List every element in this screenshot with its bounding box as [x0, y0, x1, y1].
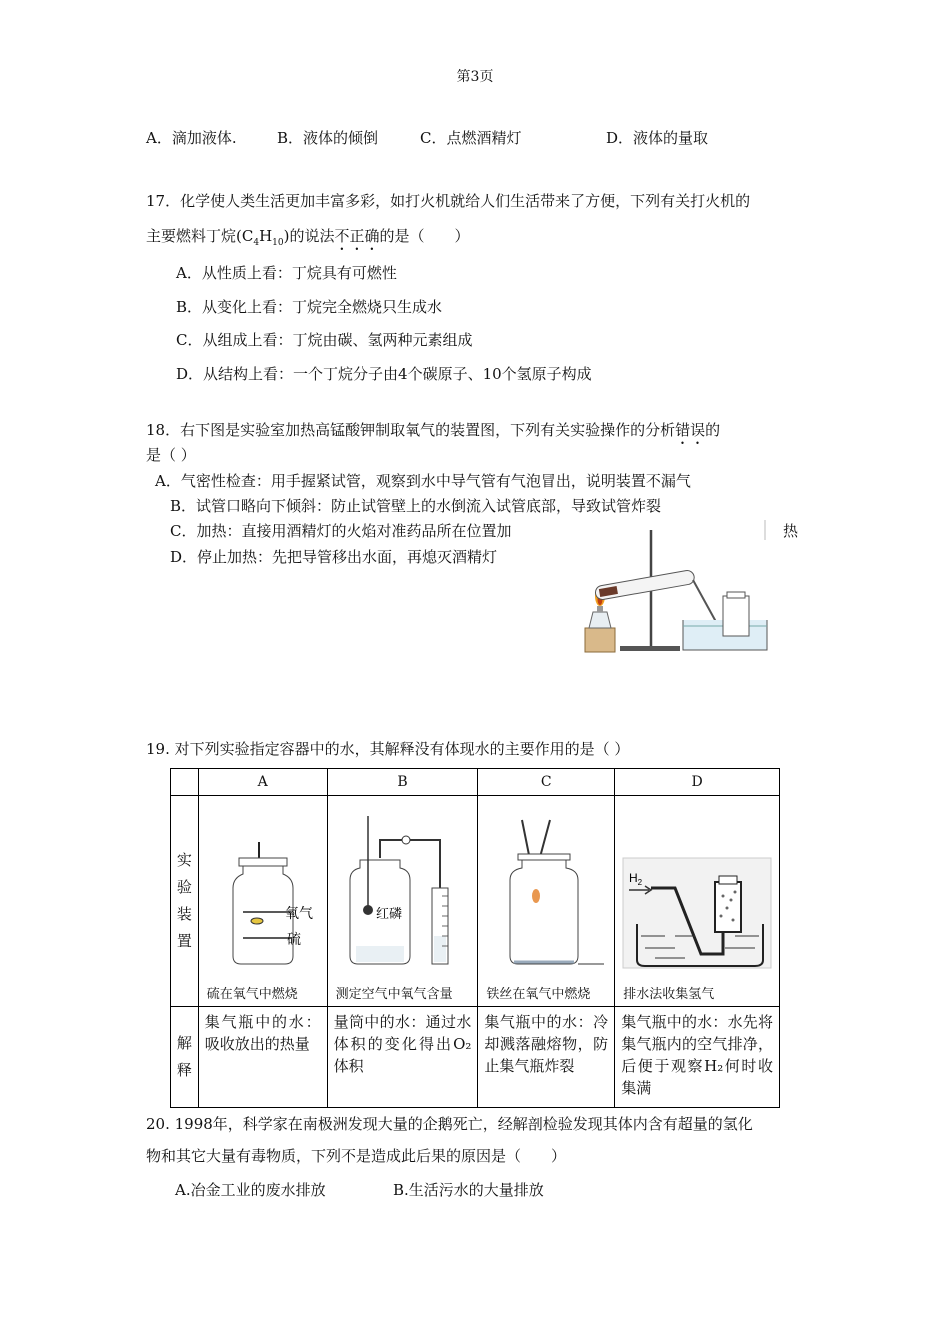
q18-option-a: A．气密性检查：用手握紧试管，观察到水中导气管有气泡冒出，说明装置不漏气 [155, 472, 691, 490]
caption-c: 铁丝在氧气中燃烧 [486, 987, 591, 1002]
header-d: D [615, 769, 780, 796]
q19-table [170, 768, 780, 1108]
q18-option-b: B．试管口略向下倾斜：防止试管壁上的水倒流入试管底部，导致试管炸裂 [170, 497, 662, 515]
explanation-b: 量筒中的水：通过水体积的变化得出O₂体积 [327, 1007, 478, 1108]
row-label-explanation: 解释 [171, 1007, 199, 1108]
svg-text:氧气: 氧气 [284, 905, 313, 921]
header-corner [171, 769, 199, 796]
hydrogen-collection-figure [615, 796, 777, 976]
explanation-c: 集气瓶中的水：冷却溅落融熔物，防止集气瓶炸裂 [478, 1007, 615, 1108]
q18-option-c-end: 热 [783, 522, 799, 540]
row-label-apparatus: 实验装置 [171, 796, 199, 1007]
q17-stem-line2: 主要燃料丁烷$(C_4H_{10})$的说法不正确的是（ ） [146, 227, 470, 248]
q18-apparatus-figure [575, 520, 770, 660]
explanation-a: 集气瓶中的水：吸收放出的热量 [198, 1007, 327, 1108]
q16-option-a: A．滴加液体. [146, 129, 237, 147]
q17-emphasis: 不正确 [334, 227, 380, 245]
q17-option-d: D．从结构上看：一个丁烷分子由4个碳原子、10个氢原子构成 [176, 365, 592, 383]
q18-stem-line1: 18．右下图是实验室加热高锰酸钾制取氧气的装置图，下列有关实验操作的分析错误的 [146, 421, 721, 439]
q16-option-c: C．点燃酒精灯 [420, 129, 522, 147]
header-b: B [327, 769, 478, 796]
caption-b: 测定空气中氧气含量 [335, 987, 453, 1002]
q20-option-b: B.生活污水的大量排放 [393, 1181, 544, 1199]
explanation-d: 集气瓶中的水：水先将集气瓶内的空气排净，后便于观察H₂何时收集满 [615, 1007, 780, 1108]
caption-d: 排水法收集氢气 [623, 987, 715, 1002]
q17-option-b: B．从变化上看：丁烷完全燃烧只生成水 [176, 298, 443, 316]
q16-option-d: D．液体的量取 [606, 129, 709, 147]
cell-c-apparatus [478, 796, 615, 1007]
sulfur-burning-figure [199, 796, 325, 976]
q18-option-d: D．停止加热：先把导管移出水面，再熄灭酒精灯 [170, 548, 498, 566]
caption-a: 硫在氧气中燃烧 [206, 987, 298, 1002]
header-c: C [478, 769, 615, 796]
cell-a-apparatus [198, 796, 327, 1007]
svg-text:红磷: 红磷 [375, 906, 402, 921]
iron-wire-burning-figure [478, 796, 612, 976]
q18-emphasis: 错误 [675, 421, 706, 439]
header-a: A [198, 769, 327, 796]
q17-option-c: C．从组成上看：丁烷由碳、氢两种元素组成 [176, 331, 473, 349]
q20-stem-line1: 20. 1998年，科学家在南极洲发现大量的企鹅死亡，经解剖检验发现其体内含有超量的氢化 [146, 1115, 753, 1133]
q16-option-b: B．液体的倾倒 [277, 129, 379, 147]
oxygen-content-figure [328, 796, 476, 976]
q19-stem: 19. 对下列实验指定容器中的水，其解释没有体现水的主要作用的是（ ） [146, 740, 630, 758]
cell-d-apparatus [615, 796, 780, 1007]
q17-stem-line1: 17．化学使人类生活更加丰富多彩，如打火机就给人们生活带来了方便，下列有关打火机的 [146, 192, 751, 210]
page-number: 第3页 [456, 69, 494, 85]
q17-option-a: A．从性质上看：丁烷具有可燃性 [176, 264, 397, 282]
q18-stem-line2: 是（ ） [146, 446, 196, 464]
q20-option-a: A.冶金工业的废水排放 [175, 1181, 326, 1199]
cell-b-apparatus [327, 796, 478, 1007]
q18-option-c: C．加热：直接用酒精灯的火焰对准药品所在位置加 [170, 522, 512, 540]
svg-text:硫: 硫 [286, 931, 301, 947]
svg-text:H2: $H_2$ [629, 871, 643, 887]
q20-stem-line2: 物和其它大量有毒物质，下列不是造成此后果的原因是（ ） [146, 1147, 567, 1165]
